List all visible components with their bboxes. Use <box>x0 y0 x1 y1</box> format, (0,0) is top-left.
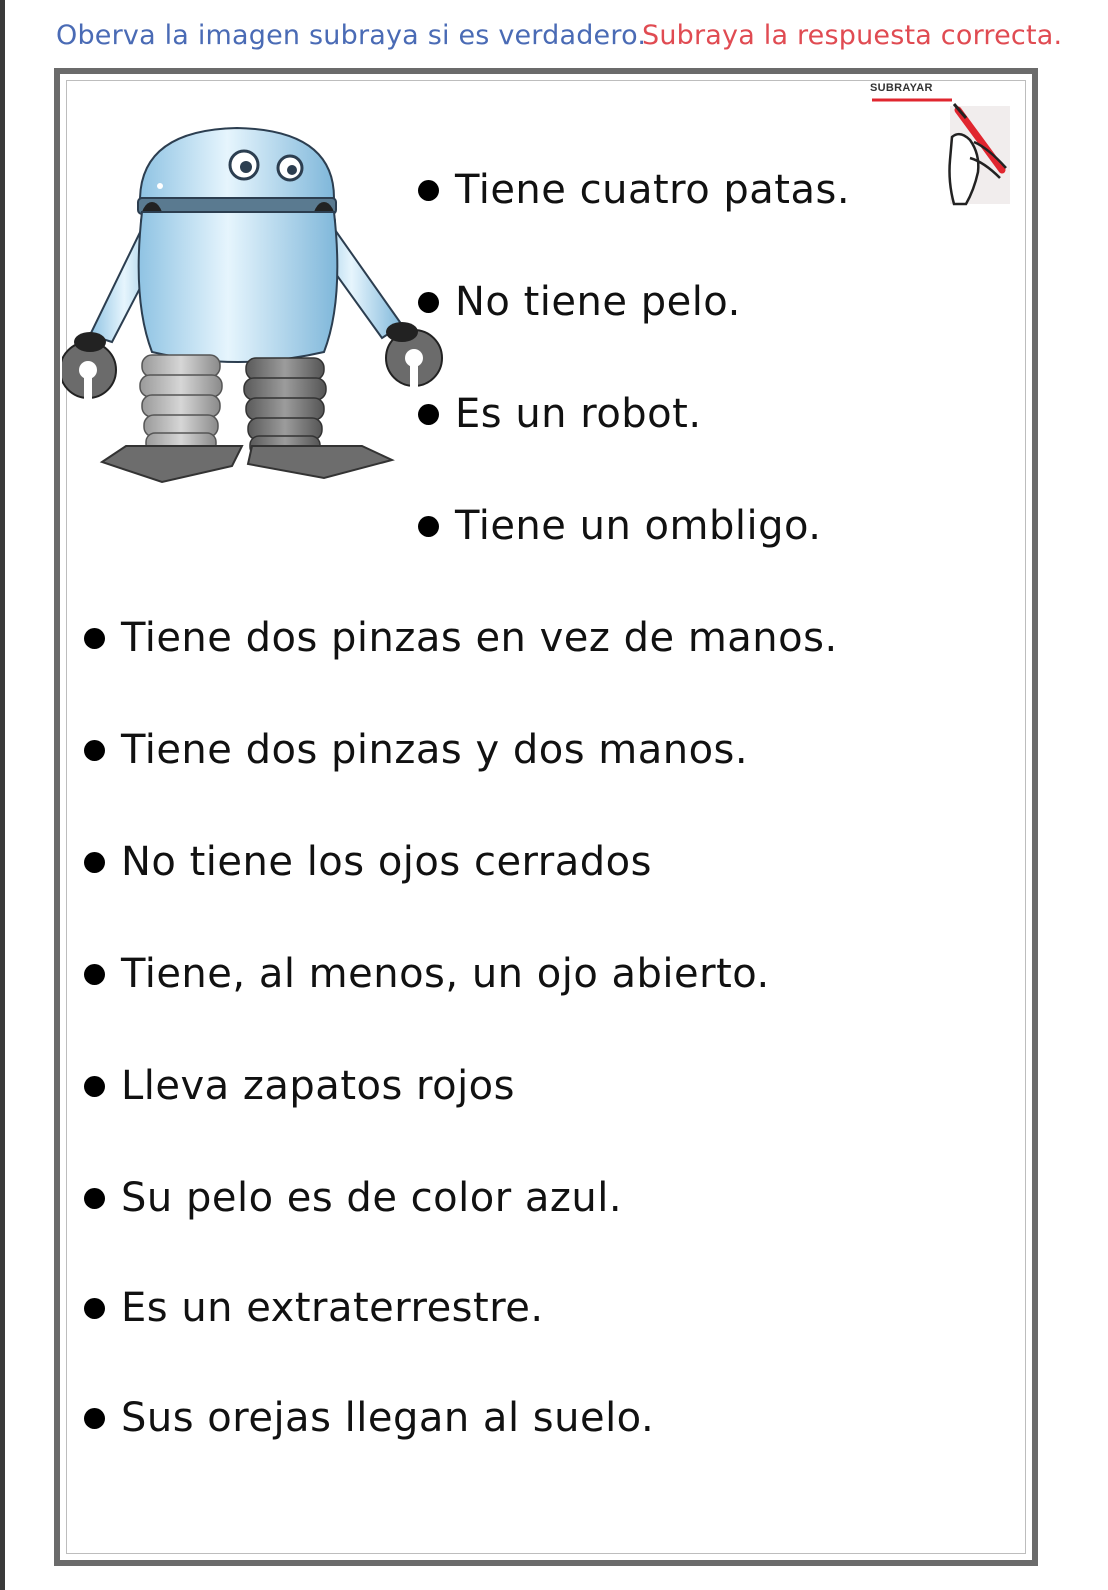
statement-item[interactable] <box>418 272 741 332</box>
robot-illustration <box>62 120 452 504</box>
bullet-icon <box>418 180 439 201</box>
statement-item[interactable] <box>84 1168 622 1228</box>
statement-text: Su pelo es de color azul. <box>121 1175 623 1221</box>
bullet-icon <box>418 516 439 537</box>
subrayar-icon-group <box>870 82 1015 216</box>
statement-item[interactable] <box>84 1388 654 1448</box>
bullet-icon <box>84 964 105 985</box>
statement-text: Tiene dos pinzas y dos manos. <box>121 727 749 773</box>
left-edge <box>0 0 5 1590</box>
statement-item[interactable] <box>84 1278 544 1338</box>
statement-text: No tiene los ojos cerrados <box>121 839 652 885</box>
statement-text: No tiene pelo. <box>455 279 741 325</box>
bullet-icon <box>84 1408 105 1429</box>
statement-item[interactable] <box>418 384 702 444</box>
bullet-icon <box>84 1076 105 1097</box>
left-instruction: Oberva la imagen subraya si es verdadero. <box>56 20 647 51</box>
header <box>0 16 1108 60</box>
subrayar-label: SUBRAYAR <box>870 82 933 94</box>
statement-item[interactable] <box>84 608 838 668</box>
bullet-icon <box>84 740 105 761</box>
statement-item[interactable] <box>418 496 821 556</box>
statement-item[interactable] <box>84 944 770 1004</box>
statement-item[interactable] <box>84 720 748 780</box>
statement-text: Tiene, al menos, un ojo abierto. <box>121 951 770 997</box>
statement-text: Tiene un ombligo. <box>455 503 822 549</box>
statement-item[interactable] <box>84 832 652 892</box>
robot-icon <box>62 120 452 500</box>
bullet-icon <box>84 628 105 649</box>
statement-text: Sus orejas llegan al suelo. <box>121 1395 655 1441</box>
statement-text: Tiene cuatro patas. <box>455 167 851 213</box>
right-instruction: Subraya la respuesta correcta. <box>642 20 1063 51</box>
bullet-icon <box>418 404 439 425</box>
bullet-icon <box>418 292 439 313</box>
statement-text: Tiene dos pinzas en vez de manos. <box>121 615 838 661</box>
bullet-icon <box>84 852 105 873</box>
bullet-icon <box>84 1188 105 1209</box>
bullet-icon <box>84 1298 105 1319</box>
statement-text: Es un robot. <box>455 391 702 437</box>
statement-item[interactable] <box>84 1056 515 1116</box>
statement-text: Lleva zapatos rojos <box>121 1063 515 1109</box>
hand-underlining-icon <box>870 82 1015 212</box>
statement-text: Es un extraterrestre. <box>121 1285 544 1331</box>
statement-item[interactable] <box>418 160 850 220</box>
